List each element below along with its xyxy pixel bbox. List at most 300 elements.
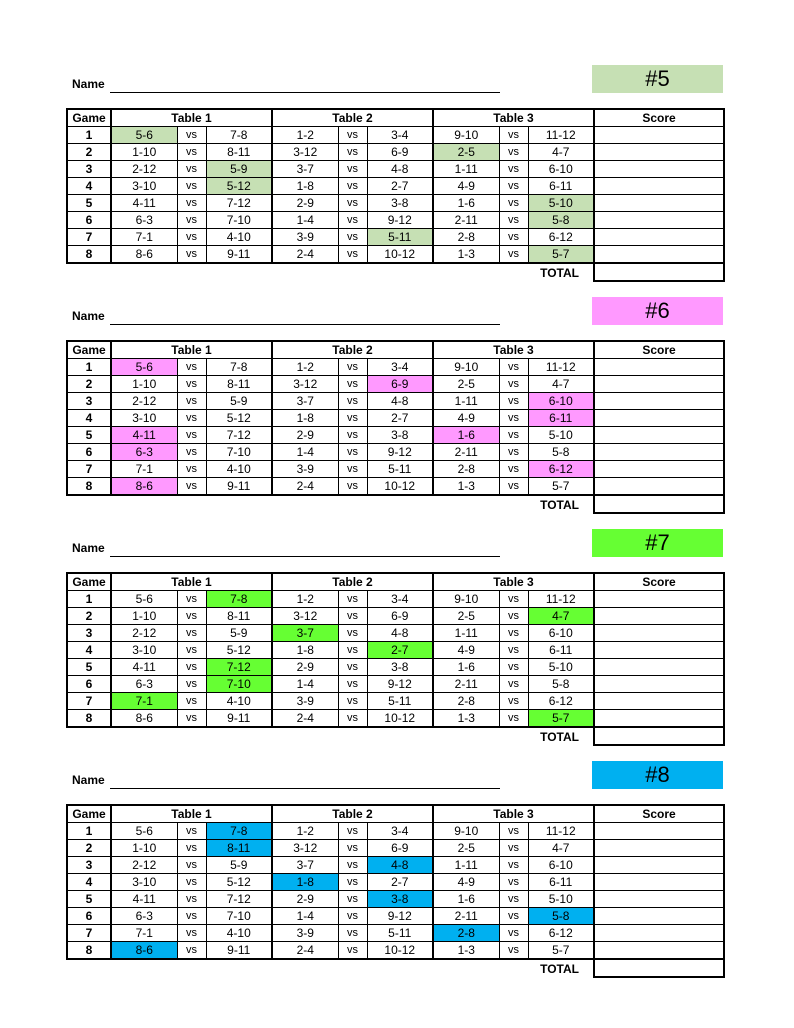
team-pair: 2-4 xyxy=(272,478,338,496)
game-row xyxy=(67,925,724,942)
table-3-header: Table 3 xyxy=(433,805,594,823)
team-pair: 3-4 xyxy=(367,127,433,144)
team-pair: 10-12 xyxy=(367,942,433,960)
highlighted-team-pair: 5-9 xyxy=(206,161,272,178)
vs-label: vs xyxy=(177,393,206,410)
team-pair: 2-12 xyxy=(111,161,177,178)
game-row xyxy=(67,444,724,461)
game-number: 1 xyxy=(67,591,111,608)
vs-label: vs xyxy=(338,376,367,393)
vs-label: vs xyxy=(177,608,206,625)
game-row xyxy=(67,908,724,925)
team-pair: 1-11 xyxy=(433,857,499,874)
team-pair: 7-10 xyxy=(206,908,272,925)
team-pair: 7-12 xyxy=(206,427,272,444)
score-cell[interactable] xyxy=(594,891,724,908)
team-pair: 6-12 xyxy=(528,229,594,246)
game-number: 1 xyxy=(67,359,111,376)
vs-label: vs xyxy=(177,376,206,393)
team-pair: 6-10 xyxy=(528,625,594,642)
highlighted-team-pair: 5-12 xyxy=(206,178,272,195)
vs-label: vs xyxy=(338,891,367,908)
score-sheet xyxy=(0,297,794,529)
game-row xyxy=(67,229,724,246)
name-label: Name xyxy=(72,309,105,323)
team-pair: 4-9 xyxy=(433,410,499,427)
vs-label: vs xyxy=(338,857,367,874)
game-row xyxy=(67,161,724,178)
team-pair: 3-4 xyxy=(367,823,433,840)
vs-label: vs xyxy=(499,212,528,229)
highlighted-team-pair: 1-6 xyxy=(433,427,499,444)
score-cell[interactable] xyxy=(594,857,724,874)
vs-label: vs xyxy=(499,857,528,874)
team-pair: 4-7 xyxy=(528,376,594,393)
vs-label: vs xyxy=(177,444,206,461)
highlighted-team-pair: 5-7 xyxy=(528,246,594,264)
team-pair: 6-3 xyxy=(111,212,177,229)
vs-label: vs xyxy=(177,942,206,960)
vs-label: vs xyxy=(338,178,367,195)
score-cell[interactable] xyxy=(594,840,724,857)
vs-label: vs xyxy=(338,823,367,840)
table-3-header: Table 3 xyxy=(433,573,594,591)
score-cell[interactable] xyxy=(594,591,724,608)
team-pair: 3-10 xyxy=(111,410,177,427)
team-pair: 10-12 xyxy=(367,246,433,264)
score-cell[interactable] xyxy=(594,195,724,212)
team-pair: 6-12 xyxy=(528,693,594,710)
total-score-cell[interactable] xyxy=(594,495,724,513)
score-cell[interactable] xyxy=(594,942,724,960)
vs-label: vs xyxy=(177,127,206,144)
team-pair: 5-11 xyxy=(367,461,433,478)
team-pair: 3-7 xyxy=(272,393,338,410)
team-pair: 2-4 xyxy=(272,246,338,264)
game-number: 7 xyxy=(67,925,111,942)
vs-label: vs xyxy=(338,693,367,710)
name-field[interactable] xyxy=(110,788,500,789)
game-number: 2 xyxy=(67,840,111,857)
name-field[interactable] xyxy=(110,92,500,93)
team-pair: 3-4 xyxy=(367,591,433,608)
team-pair: 1-11 xyxy=(433,161,499,178)
team-pair: 8-11 xyxy=(206,608,272,625)
vs-label: vs xyxy=(177,359,206,376)
vs-label: vs xyxy=(499,246,528,264)
vs-label: vs xyxy=(499,178,528,195)
player-number-badge: #6 xyxy=(592,297,723,325)
game-row xyxy=(67,393,724,410)
team-pair: 2-7 xyxy=(367,410,433,427)
team-pair: 3-10 xyxy=(111,874,177,891)
team-pair: 9-12 xyxy=(367,212,433,229)
team-pair: 5-8 xyxy=(528,676,594,693)
total-row xyxy=(67,495,724,513)
team-pair: 6-12 xyxy=(528,925,594,942)
score-cell[interactable] xyxy=(594,676,724,693)
team-pair: 5-11 xyxy=(367,925,433,942)
team-pair: 2-4 xyxy=(272,942,338,960)
vs-label: vs xyxy=(338,410,367,427)
game-number: 5 xyxy=(67,427,111,444)
team-pair: 3-12 xyxy=(272,144,338,161)
team-pair: 1-2 xyxy=(272,127,338,144)
team-pair: 5-9 xyxy=(206,857,272,874)
team-pair: 6-11 xyxy=(528,874,594,891)
team-pair: 1-4 xyxy=(272,908,338,925)
team-pair: 9-10 xyxy=(433,359,499,376)
team-pair: 5-8 xyxy=(528,444,594,461)
score-header: Score xyxy=(594,109,724,127)
game-number: 3 xyxy=(67,625,111,642)
highlighted-team-pair: 4-11 xyxy=(111,427,177,444)
name-field[interactable] xyxy=(110,324,500,325)
team-pair: 9-11 xyxy=(206,246,272,264)
table-2-header: Table 2 xyxy=(272,805,433,823)
table-1-header: Table 1 xyxy=(111,805,272,823)
team-pair: 1-10 xyxy=(111,608,177,625)
team-pair: 1-3 xyxy=(433,246,499,264)
team-pair: 4-11 xyxy=(111,659,177,676)
team-pair: 2-12 xyxy=(111,625,177,642)
game-row xyxy=(67,942,724,960)
header-row xyxy=(67,573,724,591)
team-pair: 4-9 xyxy=(433,874,499,891)
vs-label: vs xyxy=(338,144,367,161)
score-cell[interactable] xyxy=(594,874,724,891)
game-header: Game xyxy=(67,805,111,823)
score-cell[interactable] xyxy=(594,393,724,410)
header-row xyxy=(67,805,724,823)
vs-label: vs xyxy=(177,925,206,942)
vs-label: vs xyxy=(177,710,206,728)
vs-label: vs xyxy=(338,444,367,461)
table-2-header: Table 2 xyxy=(272,573,433,591)
score-cell[interactable] xyxy=(594,642,724,659)
team-pair: 3-12 xyxy=(272,840,338,857)
team-pair: 3-8 xyxy=(367,427,433,444)
team-pair: 5-10 xyxy=(528,427,594,444)
vs-label: vs xyxy=(499,144,528,161)
team-pair: 5-10 xyxy=(528,659,594,676)
score-cell[interactable] xyxy=(594,229,724,246)
game-row xyxy=(67,693,724,710)
team-pair: 5-7 xyxy=(528,942,594,960)
vs-label: vs xyxy=(499,478,528,496)
highlighted-team-pair: 2-8 xyxy=(433,925,499,942)
score-cell[interactable] xyxy=(594,127,724,144)
team-pair: 1-2 xyxy=(272,591,338,608)
team-pair: 1-3 xyxy=(433,942,499,960)
game-row xyxy=(67,591,724,608)
total-label: TOTAL xyxy=(540,497,579,512)
vs-label: vs xyxy=(338,908,367,925)
team-pair: 6-3 xyxy=(111,908,177,925)
team-pair: 9-10 xyxy=(433,127,499,144)
vs-label: vs xyxy=(338,925,367,942)
total-label: TOTAL xyxy=(540,961,579,976)
team-pair: 6-9 xyxy=(367,608,433,625)
vs-label: vs xyxy=(338,625,367,642)
team-pair: 8-11 xyxy=(206,144,272,161)
team-pair: 7-12 xyxy=(206,195,272,212)
total-score-cell[interactable] xyxy=(594,959,724,977)
vs-label: vs xyxy=(499,410,528,427)
score-cell[interactable] xyxy=(594,608,724,625)
game-row xyxy=(67,178,724,195)
header-row xyxy=(67,341,724,359)
highlighted-team-pair: 1-8 xyxy=(272,874,338,891)
score-cell[interactable] xyxy=(594,161,724,178)
team-pair: 2-12 xyxy=(111,857,177,874)
team-pair: 1-11 xyxy=(433,625,499,642)
team-pair: 3-9 xyxy=(272,693,338,710)
score-cell[interactable] xyxy=(594,461,724,478)
vs-label: vs xyxy=(499,642,528,659)
game-number: 6 xyxy=(67,444,111,461)
game-number: 5 xyxy=(67,195,111,212)
vs-label: vs xyxy=(177,642,206,659)
total-score-cell[interactable] xyxy=(594,727,724,745)
vs-label: vs xyxy=(177,857,206,874)
highlighted-team-pair: 7-8 xyxy=(206,823,272,840)
team-pair: 3-7 xyxy=(272,161,338,178)
vs-label: vs xyxy=(177,891,206,908)
score-cell[interactable] xyxy=(594,144,724,161)
highlighted-team-pair: 5-7 xyxy=(528,710,594,728)
score-cell[interactable] xyxy=(594,212,724,229)
highlighted-team-pair: 4-8 xyxy=(367,857,433,874)
score-cell[interactable] xyxy=(594,359,724,376)
team-pair: 10-12 xyxy=(367,478,433,496)
vs-label: vs xyxy=(177,693,206,710)
team-pair: 3-7 xyxy=(272,857,338,874)
highlighted-team-pair: 8-6 xyxy=(111,942,177,960)
name-label: Name xyxy=(72,77,105,91)
vs-label: vs xyxy=(177,461,206,478)
game-number: 4 xyxy=(67,410,111,427)
vs-label: vs xyxy=(338,591,367,608)
score-cell[interactable] xyxy=(594,823,724,840)
game-number: 8 xyxy=(67,710,111,728)
game-row xyxy=(67,823,724,840)
vs-label: vs xyxy=(499,359,528,376)
schedule-table xyxy=(66,340,725,514)
team-pair: 1-6 xyxy=(433,195,499,212)
game-row xyxy=(67,625,724,642)
team-pair: 1-8 xyxy=(272,178,338,195)
vs-label: vs xyxy=(177,195,206,212)
team-pair: 2-7 xyxy=(367,874,433,891)
team-pair: 4-10 xyxy=(206,925,272,942)
highlighted-team-pair: 5-10 xyxy=(528,195,594,212)
team-pair: 2-11 xyxy=(433,676,499,693)
game-row xyxy=(67,840,724,857)
score-cell[interactable] xyxy=(594,444,724,461)
score-cell[interactable] xyxy=(594,925,724,942)
vs-label: vs xyxy=(499,444,528,461)
highlighted-team-pair: 6-3 xyxy=(111,444,177,461)
vs-label: vs xyxy=(177,478,206,496)
total-row xyxy=(67,727,724,745)
vs-label: vs xyxy=(499,823,528,840)
table-2-header: Table 2 xyxy=(272,341,433,359)
vs-label: vs xyxy=(338,461,367,478)
vs-label: vs xyxy=(177,676,206,693)
team-pair: 2-12 xyxy=(111,393,177,410)
vs-label: vs xyxy=(499,908,528,925)
team-pair: 6-9 xyxy=(367,144,433,161)
score-cell[interactable] xyxy=(594,246,724,264)
game-number: 4 xyxy=(67,874,111,891)
game-row xyxy=(67,659,724,676)
team-pair: 7-1 xyxy=(111,925,177,942)
score-cell[interactable] xyxy=(594,908,724,925)
team-pair: 1-10 xyxy=(111,840,177,857)
table-3-header: Table 3 xyxy=(433,109,594,127)
vs-label: vs xyxy=(338,840,367,857)
schedule-table xyxy=(66,572,725,746)
team-pair: 9-11 xyxy=(206,478,272,496)
score-cell[interactable] xyxy=(594,427,724,444)
game-number: 3 xyxy=(67,857,111,874)
vs-label: vs xyxy=(338,393,367,410)
highlighted-team-pair: 4-7 xyxy=(528,608,594,625)
game-number: 4 xyxy=(67,178,111,195)
team-pair: 11-12 xyxy=(528,591,594,608)
team-pair: 5-11 xyxy=(367,693,433,710)
team-pair: 3-8 xyxy=(367,195,433,212)
vs-label: vs xyxy=(338,195,367,212)
vs-label: vs xyxy=(338,161,367,178)
vs-label: vs xyxy=(338,608,367,625)
total-row xyxy=(67,263,724,281)
team-pair: 2-5 xyxy=(433,376,499,393)
team-pair: 7-12 xyxy=(206,891,272,908)
vs-label: vs xyxy=(177,246,206,264)
vs-label: vs xyxy=(338,642,367,659)
vs-label: vs xyxy=(338,659,367,676)
team-pair: 3-12 xyxy=(272,376,338,393)
team-pair: 2-8 xyxy=(433,229,499,246)
highlighted-team-pair: 5-11 xyxy=(367,229,433,246)
score-cell[interactable] xyxy=(594,410,724,427)
highlighted-team-pair: 5-8 xyxy=(528,212,594,229)
team-pair: 4-9 xyxy=(433,178,499,195)
team-pair: 7-10 xyxy=(206,444,272,461)
score-header: Score xyxy=(594,341,724,359)
highlighted-team-pair: 8-11 xyxy=(206,840,272,857)
vs-label: vs xyxy=(338,942,367,960)
team-pair: 4-8 xyxy=(367,161,433,178)
score-cell[interactable] xyxy=(594,693,724,710)
game-row xyxy=(67,891,724,908)
score-cell[interactable] xyxy=(594,625,724,642)
team-pair: 3-12 xyxy=(272,608,338,625)
vs-label: vs xyxy=(499,229,528,246)
score-cell[interactable] xyxy=(594,478,724,496)
game-row xyxy=(67,608,724,625)
score-cell[interactable] xyxy=(594,178,724,195)
score-cell[interactable] xyxy=(594,376,724,393)
team-pair: 1-3 xyxy=(433,478,499,496)
team-pair: 3-10 xyxy=(111,642,177,659)
vs-label: vs xyxy=(177,625,206,642)
team-pair: 3-8 xyxy=(367,659,433,676)
vs-label: vs xyxy=(338,212,367,229)
game-number: 7 xyxy=(67,461,111,478)
score-header: Score xyxy=(594,805,724,823)
game-row xyxy=(67,212,724,229)
team-pair: 1-4 xyxy=(272,676,338,693)
team-pair: 10-12 xyxy=(367,710,433,728)
vs-label: vs xyxy=(177,178,206,195)
team-pair: 4-11 xyxy=(111,195,177,212)
score-cell[interactable] xyxy=(594,710,724,728)
highlighted-team-pair: 6-9 xyxy=(367,376,433,393)
team-pair: 11-12 xyxy=(528,359,594,376)
highlighted-team-pair: 6-12 xyxy=(528,461,594,478)
team-pair: 2-8 xyxy=(433,693,499,710)
team-pair: 5-6 xyxy=(111,823,177,840)
vs-label: vs xyxy=(499,608,528,625)
header-row xyxy=(67,109,724,127)
team-pair: 7-10 xyxy=(206,212,272,229)
game-number: 5 xyxy=(67,659,111,676)
game-number: 2 xyxy=(67,376,111,393)
team-pair: 7-1 xyxy=(111,461,177,478)
team-pair: 5-9 xyxy=(206,393,272,410)
game-row xyxy=(67,461,724,478)
team-pair: 4-10 xyxy=(206,229,272,246)
vs-label: vs xyxy=(499,591,528,608)
team-pair: 8-6 xyxy=(111,710,177,728)
game-row xyxy=(67,246,724,264)
team-pair: 1-10 xyxy=(111,144,177,161)
team-pair: 2-9 xyxy=(272,659,338,676)
team-pair: 11-12 xyxy=(528,127,594,144)
name-label: Name xyxy=(72,773,105,787)
highlighted-team-pair: 2-5 xyxy=(433,144,499,161)
team-pair: 4-8 xyxy=(367,393,433,410)
vs-label: vs xyxy=(338,874,367,891)
highlighted-team-pair: 7-1 xyxy=(111,693,177,710)
vs-label: vs xyxy=(177,874,206,891)
game-number: 2 xyxy=(67,608,111,625)
highlighted-team-pair: 8-6 xyxy=(111,478,177,496)
team-pair: 6-11 xyxy=(528,178,594,195)
team-pair: 2-8 xyxy=(433,461,499,478)
player-number-badge: #5 xyxy=(592,65,723,93)
score-cell[interactable] xyxy=(594,659,724,676)
name-field[interactable] xyxy=(110,556,500,557)
team-pair: 1-4 xyxy=(272,212,338,229)
total-score-cell[interactable] xyxy=(594,263,724,281)
team-pair: 1-4 xyxy=(272,444,338,461)
table-1-header: Table 1 xyxy=(111,341,272,359)
team-pair: 1-11 xyxy=(433,393,499,410)
vs-label: vs xyxy=(338,246,367,264)
team-pair: 2-11 xyxy=(433,908,499,925)
team-pair: 5-12 xyxy=(206,642,272,659)
team-pair: 1-2 xyxy=(272,823,338,840)
game-number: 3 xyxy=(67,161,111,178)
team-pair: 4-8 xyxy=(367,625,433,642)
team-pair: 3-9 xyxy=(272,925,338,942)
highlighted-team-pair: 7-10 xyxy=(206,676,272,693)
vs-label: vs xyxy=(499,659,528,676)
